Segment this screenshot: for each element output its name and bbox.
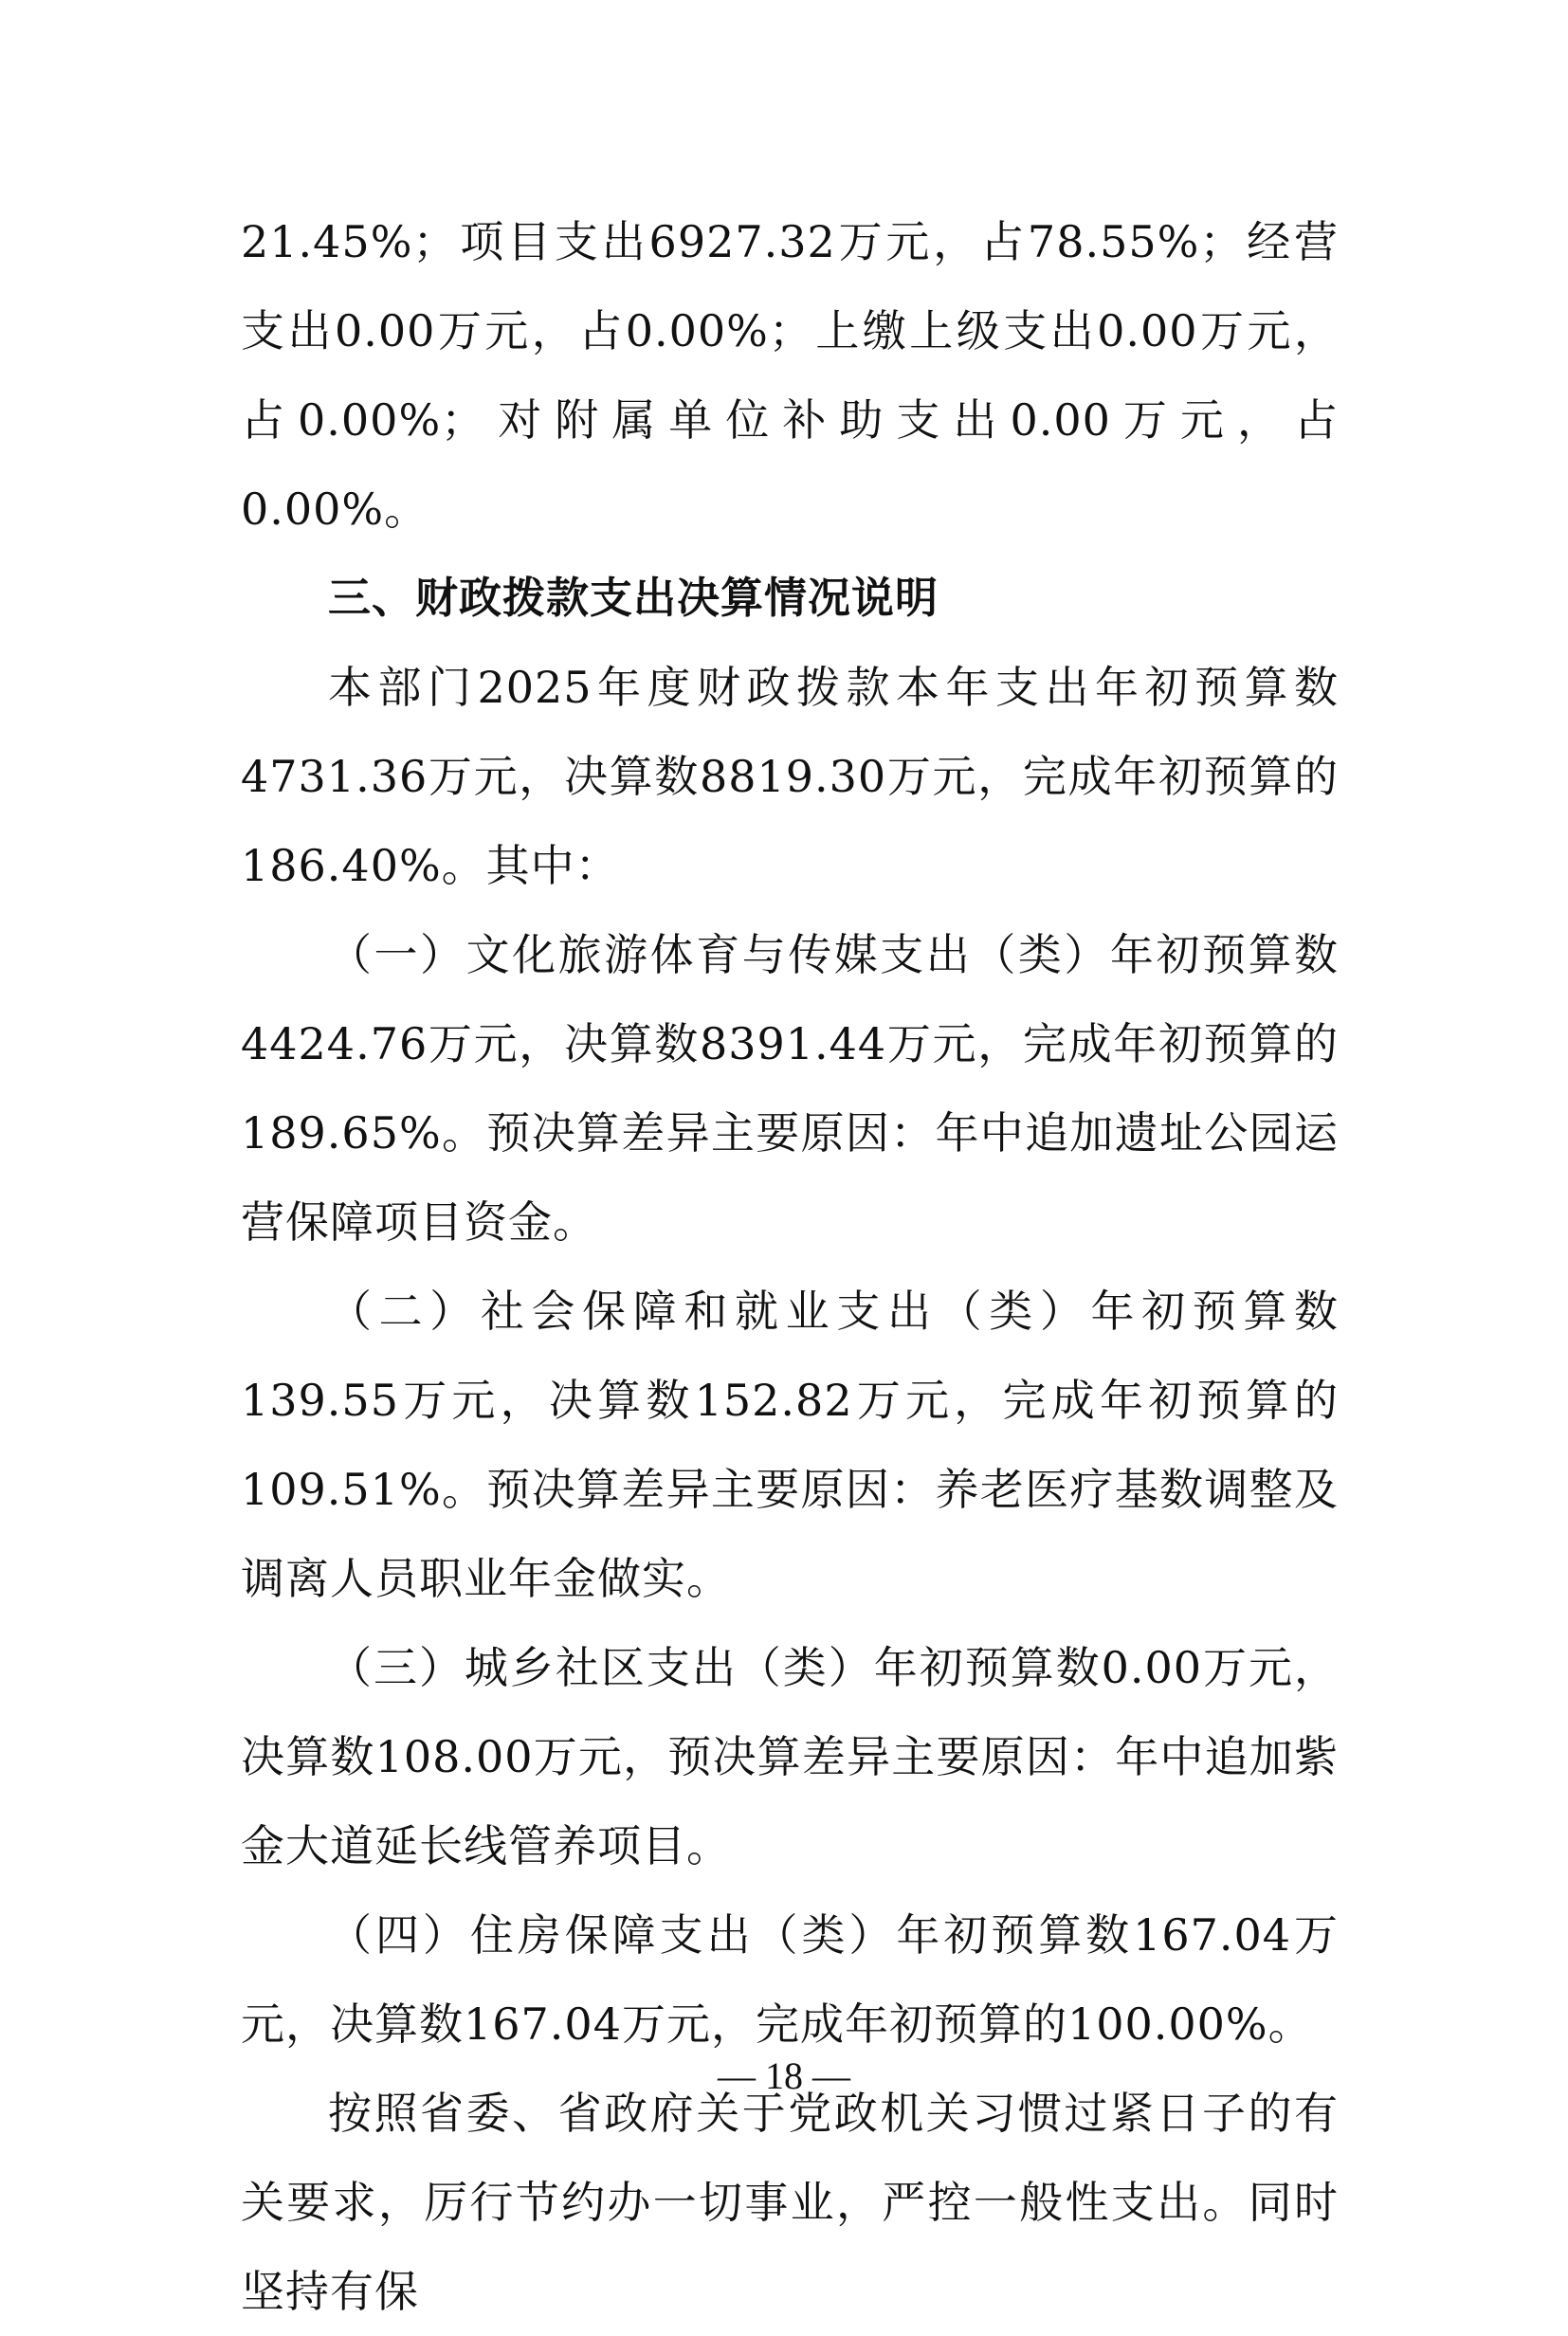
page-number: — 18 — — [718, 2054, 850, 2097]
section-heading: 三、财政拨款支出决算情况说明 — [328, 573, 939, 623]
paragraph-continuation: 21.45%；项目支出6927.32万元，占78.55%；经营支出0.00万元，占0.00%；上缴上级支出0.00万元，占0.00%；对附属单位补助支出0.00万元，占0.00%。 — [241, 216, 1339, 535]
paragraph-item-3: （三）城乡社区支出（类）年初预算数0.00万元，决算数108.00万元，预决算差异主要原因：年中追加紫金大道延长线管养项目。 — [241, 1642, 1339, 1871]
paragraph-item-2: （二）社会保障和就业支出（类）年初预算数139.55万元，决算数152.82万元，完成年初预算的109.51%。预决算差异主要原因：养老医疗基数调整及调离人员职业年金做实。 — [241, 1286, 1339, 1604]
document-body — [241, 197, 1339, 2336]
paragraph-item-1: （一）文化旅游体育与传媒支出（类）年初预算数4424.76万元，决算数8391.44万元，完成年初预算的189.65%。预决算差异主要原因：年中追加遗址公园运营保障项目资金。 — [241, 929, 1339, 1248]
paragraph-closing: 按照省委、省政府关于党政机关习惯过紧日子的有关要求，厉行节约办一切事业，严控一般性支出。同时坚持有保 — [241, 2088, 1339, 2317]
paragraph-summary: 本部门2025年度财政拨款本年支出年初预算数4731.36万元，决算数8819.30万元，完成年初预算的186.40%。其中： — [241, 662, 1339, 891]
paragraph-item-4: （四）住房保障支出（类）年初预算数167.04万元，决算数167.04万元，完成年初预算的100.00%。 — [241, 1909, 1339, 2050]
